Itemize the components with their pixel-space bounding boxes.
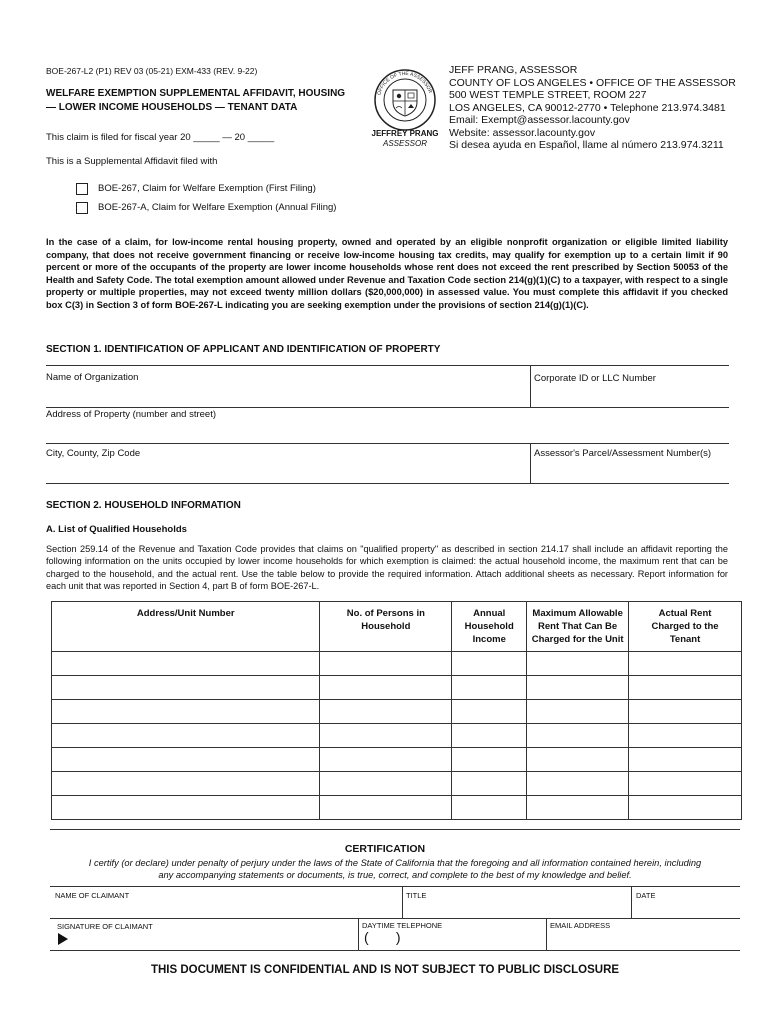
office-line1: JEFF PRANG, ASSESSOR <box>449 64 578 76</box>
table-cell[interactable] <box>452 652 527 676</box>
seal-role: ASSESSOR <box>382 139 427 148</box>
table-cell[interactable] <box>527 724 629 748</box>
table-cell[interactable] <box>452 772 527 796</box>
col-persons: No. of Persons in Household <box>320 602 452 652</box>
table-row <box>52 724 742 748</box>
fiscal-year-field[interactable]: This claim is filed for fiscal year 20 _____ — 20 _____ <box>46 132 275 143</box>
table-cell[interactable] <box>52 748 320 772</box>
col-actual-rent: Actual Rent Charged to the Tenant <box>629 602 742 652</box>
col-max-rent: Maximum Allowable Rent That Can Be Charged for the Unit <box>527 602 629 652</box>
confidentiality-notice: THIS DOCUMENT IS CONFIDENTIAL AND IS NOT SUBJECT TO PUBLIC DISCLOSURE <box>150 964 620 976</box>
table-cell[interactable] <box>527 748 629 772</box>
table-cell[interactable] <box>629 772 742 796</box>
boe-267-option-label: BOE-267, Claim for Welfare Exemption (First Filing) <box>98 183 316 194</box>
form-title-line2: — LOWER INCOME HOUSEHOLDS — TENANT DATA <box>46 102 298 113</box>
parcel-number-field[interactable]: Assessor's Parcel/Assessment Number(s) <box>534 448 712 459</box>
office-email[interactable]: Email: Exempt@assessor.lacounty.gov <box>449 114 630 126</box>
household-table <box>51 601 742 820</box>
section1-title: SECTION 1. IDENTIFICATION OF APPLICANT AND IDENTIFICATION OF PROPERTY <box>46 344 441 355</box>
table-row <box>52 772 742 796</box>
office-info <box>449 64 736 152</box>
table-cell[interactable] <box>320 676 452 700</box>
table-cell[interactable] <box>527 676 629 700</box>
table-cell[interactable] <box>320 724 452 748</box>
table-cell[interactable] <box>452 676 527 700</box>
table-header-row <box>52 602 742 652</box>
signature-arrow-icon <box>57 932 69 946</box>
phone-area-code[interactable]: ( ) <box>364 929 401 945</box>
assessor-seal-icon <box>373 68 437 132</box>
col-address-unit: Address/Unit Number <box>52 602 320 652</box>
table-cell[interactable] <box>629 652 742 676</box>
table-cell[interactable] <box>52 676 320 700</box>
section2-subtitle: A. List of Qualified Households <box>46 524 187 535</box>
supplemental-text: This is a Supplemental Affidavit filed with <box>46 156 218 167</box>
table-cell[interactable] <box>452 748 527 772</box>
table-cell[interactable] <box>629 724 742 748</box>
col-income: Annual Household Income <box>452 602 527 652</box>
certification-text-line2: any accompanying statements or documents, is true, correct, and complete to the best of my knowledge and belief. <box>158 870 632 880</box>
boe-267-checkbox[interactable] <box>76 183 88 195</box>
table-cell[interactable] <box>452 724 527 748</box>
table-cell[interactable] <box>452 700 527 724</box>
table-cell[interactable] <box>629 796 742 820</box>
certification-text-line1: I certify (or declare) under penalty of perjury under the laws of the State of California that the foregoing and all information contained herein, including <box>88 858 702 868</box>
office-line3: 500 WEST TEMPLE STREET, ROOM 227 <box>449 89 647 101</box>
table-cell[interactable] <box>320 796 452 820</box>
table-cell[interactable] <box>527 652 629 676</box>
office-line4: LOS ANGELES, CA 90012-2770 • Telephone 213.974.3481 <box>449 101 726 114</box>
table-cell[interactable] <box>320 700 452 724</box>
table-cell[interactable] <box>629 748 742 772</box>
city-county-zip-field[interactable]: City, County, Zip Code <box>46 448 141 459</box>
section2-text: Section 259.14 of the Revenue and Taxation Code provides that claims on "qualified property" as described in section 214.17 shall include an affidavit reporting the following information on the units occupied by lower income households for which exemption is claimed: the actual household income, the maximum rent that can be charged to the household, and the actual rent. Use the table below to provide the required information. Attach additional sheets as necessary. Report information for each unit that was reported in Section 4, part B of form BOE-267-L. <box>46 544 728 592</box>
certification-title: CERTIFICATION <box>344 843 426 855</box>
table-cell[interactable] <box>320 748 452 772</box>
claimant-name-field[interactable]: NAME OF CLAIMANT <box>55 891 130 900</box>
table-row <box>52 652 742 676</box>
table-cell[interactable] <box>629 676 742 700</box>
intro-paragraph: In the case of a claim, for low-income rental housing property, owned and operated by an eligible nonprofit organization or eligible limited liability company, that does not receive government financing or receive low-income housing tax credits, may qualify for exemption up to a certain limit if 90 percent or more of the occupants of the property are lower income households whose rent does not exceed the rent prescribed by Section 50053 of the Health and Safety Code. The total exemption amount allowed under Revenue and Taxation Code section 214(g)(1)(C) to a taxpayer, with respect to a single property or multiple properties, may not exceed twenty million dollars ($20,000,000) in assessed value. You must complete this affidavit if you checked box C(3) in Section 3 of form BOE-267-L indicating you are seeking exemption under the provisions of section 214(g)(1)(C). <box>46 237 728 310</box>
organization-name-field[interactable]: Name of Organization <box>46 372 139 383</box>
table-cell[interactable] <box>52 724 320 748</box>
table-cell[interactable] <box>320 652 452 676</box>
form-code: BOE-267-L2 (P1) REV 03 (05-21) EXM-433 (REV. 9-22) <box>46 66 258 76</box>
table-cell[interactable] <box>52 700 320 724</box>
boe-267a-checkbox[interactable] <box>76 202 88 214</box>
table-cell[interactable] <box>52 652 320 676</box>
table-row <box>52 796 742 820</box>
daytime-telephone-field[interactable]: DAYTIME TELEPHONE <box>362 921 443 930</box>
table-cell[interactable] <box>320 772 452 796</box>
property-address-field[interactable]: Address of Property (number and street) <box>46 409 217 420</box>
office-website[interactable]: Website: assessor.lacounty.gov <box>449 126 596 139</box>
corporate-id-field[interactable]: Corporate ID or LLC Number <box>534 373 656 384</box>
table-cell[interactable] <box>527 700 629 724</box>
table-cell[interactable] <box>52 772 320 796</box>
table-cell[interactable] <box>452 796 527 820</box>
table-cell[interactable] <box>527 772 629 796</box>
form-title-line1: WELFARE EXEMPTION SUPPLEMENTAL AFFIDAVIT, HOUSING <box>46 88 346 99</box>
table-row <box>52 700 742 724</box>
section2-title: SECTION 2. HOUSEHOLD INFORMATION <box>46 500 241 511</box>
boe-267a-option-label: BOE-267-A, Claim for Welfare Exemption (Annual Filing) <box>98 202 337 213</box>
table-cell[interactable] <box>527 796 629 820</box>
email-address-field[interactable]: EMAIL ADDRESS <box>550 921 611 930</box>
table-row <box>52 748 742 772</box>
date-field[interactable]: DATE <box>636 891 656 900</box>
signature-field[interactable]: SIGNATURE OF CLAIMANT <box>57 922 153 931</box>
office-line2: COUNTY OF LOS ANGELES • OFFICE OF THE ASSESSOR <box>449 76 736 89</box>
table-row <box>52 676 742 700</box>
seal-name: JEFFREY PRANG <box>371 129 439 138</box>
seal-ring-text: OFFICE OF THE ASSESSOR <box>376 70 433 96</box>
table-cell[interactable] <box>629 700 742 724</box>
claimant-title-field[interactable]: TITLE <box>406 891 427 900</box>
office-spanish-help: Si desea ayuda en Español, llame al número 213.974.3211 <box>449 139 724 151</box>
table-cell[interactable] <box>52 796 320 820</box>
